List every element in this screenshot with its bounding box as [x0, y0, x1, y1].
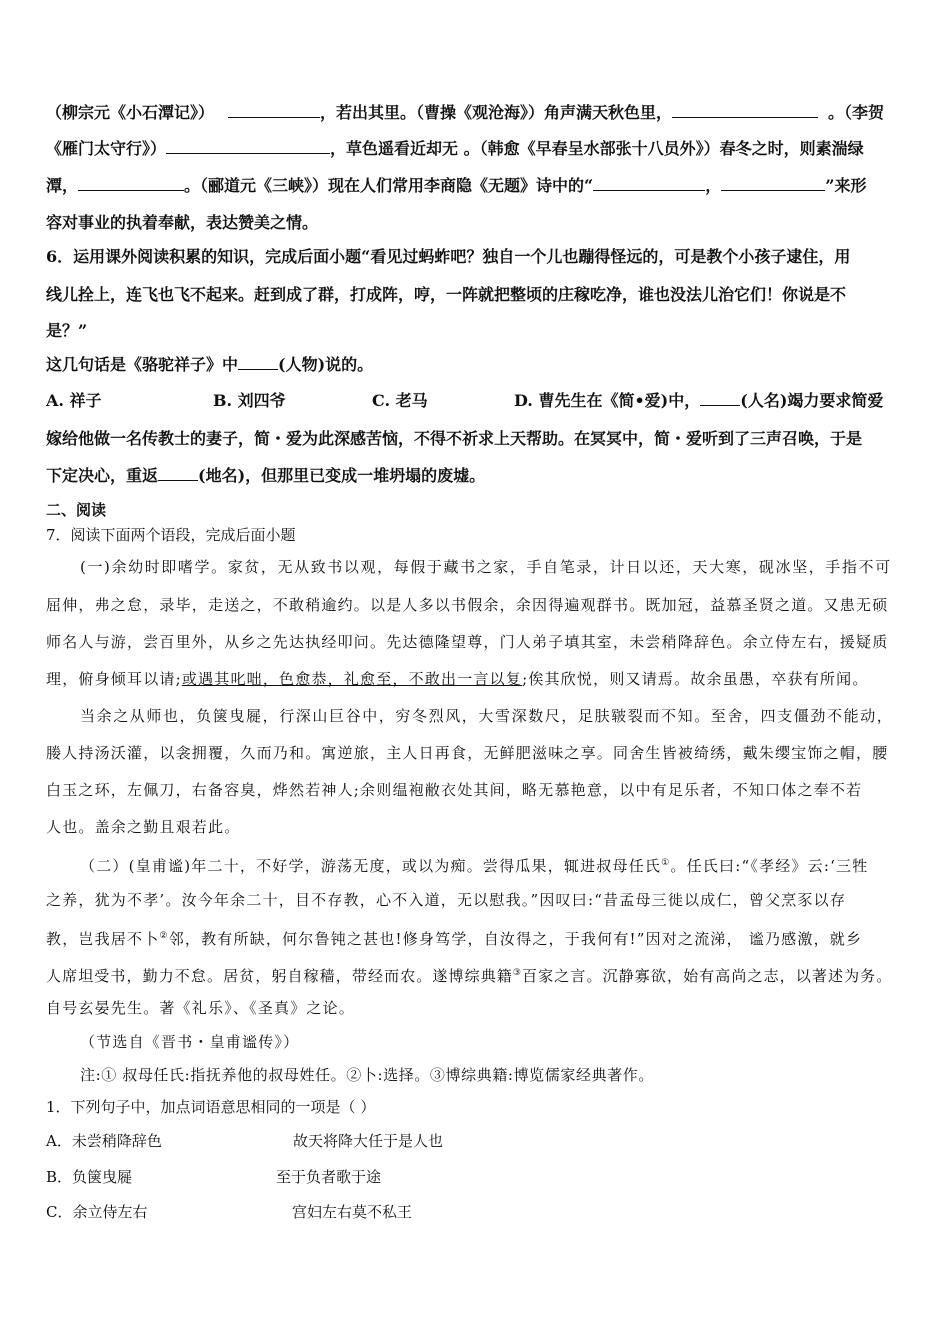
footnote-mark: ③ [512, 968, 523, 978]
q1-stem: 1．下列句子中，加点词语意思相同的一项是（ ） [46, 1098, 376, 1116]
passage-text: 教，岂我居不卜 [46, 930, 160, 948]
fill-line-4: 容对事业的执着奉献，表达赞美之情。 [46, 213, 319, 232]
q6-line-2: 线儿拴上，连飞也飞不起来。赶到成了群，打成阵，哼，一阵就把整顷的庄稼吃净，谁也没法儿治它们！你说是不 [46, 285, 847, 304]
underlined-sentence: 或遇其叱咄，色愈恭，礼愈至，不敢出一言以复 [181, 670, 523, 688]
q6-line-3: 是？” [46, 321, 88, 340]
answer-blank[interactable] [700, 391, 740, 406]
passage2-line-1 [80, 852, 868, 877]
answer-blank[interactable] [238, 355, 278, 370]
option-a-left: A．未尝稍降辞色 [46, 1132, 162, 1150]
passage-text: （二）(皇甫谧)年二十，不好学，游荡无度，或以为痴。尝得瓜果，辄进叔母任氏 [80, 857, 662, 875]
option-d-text: D. 曹先生在《简•爱)中， [514, 391, 701, 410]
fill-line-1 [46, 102, 884, 124]
passage1-line-8: 人也。盖余之勤且艰若此。 [46, 818, 241, 836]
fill-text: 。（郦道元《三峡》）现在人们常用李商隐《无题》诗中的“ [184, 176, 594, 195]
passage1-line-6: 媵人持汤沃灌，以衾拥覆，久而乃和。寓逆旅，主人日再食，无鲜肥滋味之享。同舍生皆被绮绣，戴朱缨宝饰之帽，腰 [46, 744, 889, 762]
passage2-line-4 [46, 962, 892, 987]
q6-text: (地名)，但那里已变成一堆坍塌的废墟。 [198, 466, 486, 485]
answer-blank[interactable] [721, 176, 825, 191]
answer-blank[interactable] [228, 103, 320, 118]
footnote-mark: ① [661, 858, 671, 868]
option-c-right: 宫妇左右莫不私王 [292, 1203, 413, 1221]
fill-text: （柳宗元《小石潭记》） [46, 103, 215, 122]
answer-blank[interactable] [593, 176, 705, 191]
fill-text: ”来形 [825, 176, 867, 195]
q1-option-a[interactable] [46, 1130, 444, 1152]
passage-text: 理，俯身倾耳以请; [46, 670, 182, 688]
fill-text: ，若出其里。（曹操《观沧海》）角声满天秋色里， [320, 103, 673, 122]
passage1-line-5: 当余之从师也，负箧曳屣，行深山巨谷中，穷冬烈风，大雪深数尺，足肤皲裂而不知。至舍，四支僵劲不能动， [80, 707, 894, 725]
passage1-line-2: 屈伸，弗之怠，录毕，走送之，不敢稍逾约。以是人多以书假余，余因得遍观群书。既加冠，益慕圣贤之道。又患无硕 [46, 596, 889, 614]
passage2-line-3 [46, 925, 862, 950]
passage-source: （节选自《晋书・皇甫谧传》） [80, 1033, 300, 1051]
passage1-line-1: (一)余幼时即嗜学。家贫，无从致书以观，每假于藏书之家，手自笔录，计日以还，天大寒，砚冰坚，手指不可 [80, 558, 892, 576]
passage-text: 百家之言。沉静寡欲，始有高尚之志，以著述为务。 [522, 967, 893, 985]
fill-line-2 [46, 138, 864, 160]
option-d[interactable] [514, 390, 883, 412]
fill-line-3 [46, 175, 866, 197]
q6-line-1: 6．运用课外阅读积累的知识，完成后面小题“看见过蚂蚱吧？独自一个儿也蹦得怪远的，可是教个小孩子逮住，用 [46, 247, 851, 266]
option-b[interactable]: B. 刘四爷 [213, 391, 286, 410]
q7-title: 7．阅读下面两个语段，完成后面小题 [46, 526, 296, 544]
option-a-right: 故天将降大任于是人也 [293, 1132, 444, 1150]
q6-text: 下定决心，重返 [46, 466, 159, 485]
fill-text: 潭， [46, 176, 79, 195]
option-b-left: B．负箧曳屣 [46, 1168, 133, 1186]
passage1-line-4 [46, 668, 869, 690]
q6-text: (人物)说的。 [278, 355, 374, 374]
passage2-line-2: 之养，犹为不孝’。汝今年余二十，目不存教，心不入道，无以慰我。”因叹曰:“昔孟母三徙以成仁，曾父烹豕以存 [46, 891, 847, 909]
passage2-line-5: 自号玄晏先生。著《礼乐》、《圣真》之论。 [46, 999, 356, 1017]
section-title: 二、阅读 [46, 501, 107, 519]
answer-blank[interactable] [672, 103, 818, 118]
footnotes: 注:① 叔母任氏:指抚养他的叔母姓任。②卜:选择。③博综典籍:博览儒家经典著作。 [80, 1066, 654, 1084]
fill-text: ， [705, 176, 722, 195]
fill-text: ，草色遥看近却无 。（韩愈《早春呈水部张十八员外》）春冬之时，则素湍绿 [330, 139, 864, 158]
option-a[interactable]: A. 祥子 [46, 391, 102, 410]
fill-text: 《雁门太守行》） [46, 139, 167, 158]
option-b-right: 至于负者歌于途 [276, 1168, 382, 1186]
q1-option-c[interactable] [46, 1201, 413, 1223]
answer-blank[interactable] [158, 466, 198, 481]
q6-line-6: 嫁给他做一名传教士的妻子，简・爱为此深感苦恼，不得不祈求上天帮助。在冥冥中，简・爱听到了三声召唤，于是 [46, 429, 863, 448]
passage1-line-3: 师名人与游，尝百里外，从乡之先达执经叩问。先达德隆望尊，门人弟子填其室，未尝稍降辞色。余立侍左右，援疑质 [46, 633, 889, 651]
passage-text: 邻，教有所缺，何尔鲁钝之甚也!修身笃学，自汝得之，于我何有!”因对之流涕， 谧乃感激，就乡 [168, 930, 863, 948]
answer-blank[interactable] [78, 176, 184, 191]
answer-blank[interactable] [166, 139, 330, 154]
option-c[interactable]: C. 老马 [372, 391, 428, 410]
footnote-mark: ② [159, 931, 169, 941]
q6-text: 这几句话是《骆驼祥子》中 [46, 355, 239, 374]
passage-text: ;俟其欣悦，则又请焉。故余虽愚，卒获有所闻。 [522, 670, 869, 688]
option-c-left: C．余立侍左右 [46, 1203, 148, 1221]
passage-text: 。任氏曰:“《孝经》云:‘三牲 [670, 857, 869, 875]
q6-line-7 [46, 465, 485, 487]
fill-text: 。（李贺 [828, 103, 885, 122]
q6-line-4 [46, 354, 373, 376]
passage1-line-7: 白玉之环，左佩刀，右备容臭，烨然若神人;余则缊袍敝衣处其间，略无慕艳意，以中有足乐者，不知口体之奉不若 [46, 781, 863, 799]
option-d-text: (人名)竭力要求简爱 [740, 391, 884, 410]
q1-option-b[interactable] [46, 1166, 382, 1188]
passage-text: 人席坦受书，勤力不怠。居贫，躬自稼穑，带经而农。遂博综典籍 [46, 967, 513, 985]
